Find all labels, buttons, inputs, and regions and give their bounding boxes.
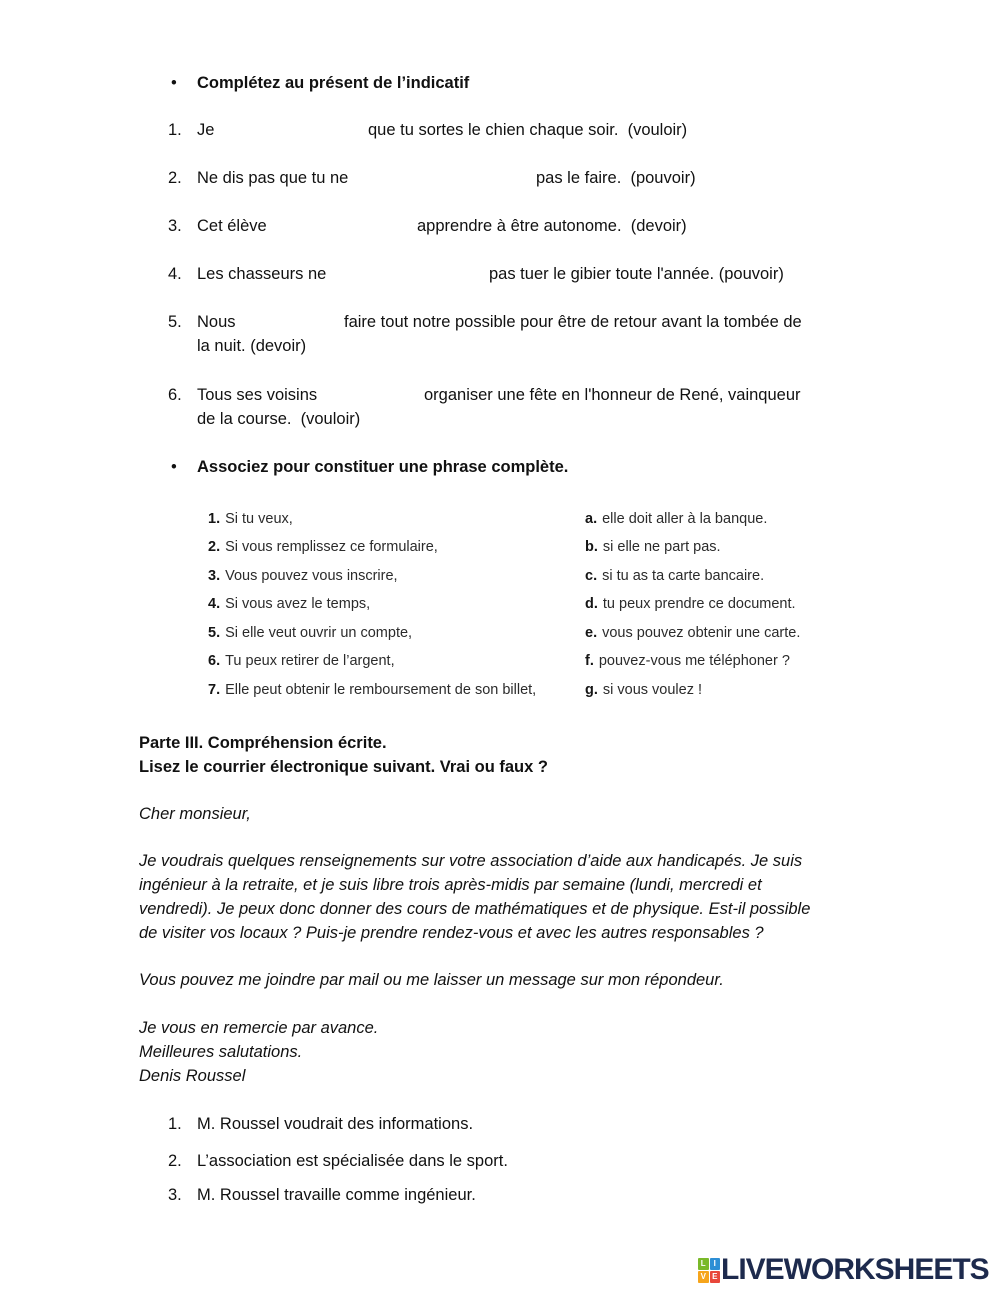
matching-right-item [585, 623, 800, 643]
matching-heading-row [0, 457, 1000, 477]
email-body-text: ingénieur à la retraite, et je suis libre trois après-midis par semaine (lundi, mercredi et [139, 876, 762, 894]
conjugation-item-6 [0, 385, 1000, 429]
matching-left-text: Vous pouvez vous inscrire, [225, 568, 398, 584]
item-number: 1. [168, 121, 182, 139]
answer-blank-3[interactable] [276, 216, 411, 236]
matching-row-2 [0, 537, 1000, 557]
email-contact: Vous pouvez me joindre par mail ou me laisser un message sur mon répondeur. [139, 971, 724, 989]
answer-blank-2[interactable] [364, 168, 530, 188]
email-closing: Je vous en remercie par avance. [139, 1019, 379, 1037]
matching-left-label: 4. [208, 596, 221, 612]
sentence-end: pas tuer le gibier toute l'année. (pouvoir) [489, 265, 784, 283]
matching-left-item [208, 680, 536, 700]
statement-number: 2. [168, 1152, 182, 1170]
matching-left-label: 2. [208, 539, 221, 555]
sentence-end-continued: de la course. (vouloir) [197, 410, 361, 428]
statement-text: M. Roussel travaille comme ingénieur. [197, 1186, 476, 1204]
email-body-text: vendredi). Je peux donc donner des cours de mathématiques et de physique. Est-il possible [139, 900, 811, 918]
matching-heading: Associez pour constituer une phrase complète. [197, 458, 569, 476]
matching-left-text: Si vous remplissez ce formulaire, [225, 539, 438, 555]
matching-left-text: Tu peux retirer de l’argent, [225, 653, 395, 669]
logo-tile: V [698, 1271, 709, 1283]
matching-right-text: si tu as ta carte bancaire. [602, 568, 765, 584]
statement-2 [0, 1151, 1000, 1171]
matching-left-text: Si tu veux, [225, 511, 293, 527]
statement-number: 3. [168, 1186, 182, 1204]
bullet-icon: • [171, 458, 177, 476]
email-greeting: Cher monsieur, [139, 805, 251, 823]
email-body-line-3 [0, 899, 1000, 919]
sentence-end: organiser une fête en l'honneur de René, vainqueur [424, 386, 801, 404]
statement-3 [0, 1185, 1000, 1205]
item-number: 2. [168, 169, 182, 187]
sentence-start: Je [197, 121, 215, 139]
matching-left-item [208, 537, 438, 557]
part3-title: Parte III. Compréhension écrite. [139, 734, 387, 752]
matching-left-item [208, 594, 370, 614]
matching-right-label: g. [585, 682, 598, 698]
email-body-line-1 [0, 851, 1000, 871]
sentence-start: Tous ses voisins [197, 386, 318, 404]
matching-right-item [585, 594, 796, 614]
email-greeting-row [0, 804, 1000, 824]
answer-blank-4[interactable] [335, 264, 483, 284]
matching-right-item [585, 651, 790, 671]
conjugation-item-4 [0, 264, 1000, 284]
matching-right-label: d. [585, 596, 598, 612]
sentence-end: pas le faire. (pouvoir) [536, 169, 696, 187]
part3-title-row [0, 733, 1000, 753]
item-number: 4. [168, 265, 182, 283]
matching-right-label: e. [585, 625, 598, 641]
conjugation-item-3 [0, 216, 1000, 236]
sentence-start: Nous [197, 313, 236, 331]
matching-left-text: Elle peut obtenir le remboursement de son billet, [225, 682, 537, 698]
statement-number: 1. [168, 1115, 182, 1133]
part3-instruction-row [0, 757, 1000, 777]
matching-right-item [585, 509, 767, 529]
logo-tile: E [710, 1271, 721, 1283]
matching-left-item [208, 509, 293, 529]
item-number: 3. [168, 217, 182, 235]
matching-right-label: f. [585, 653, 594, 669]
conjugation-item-1 [0, 120, 1000, 140]
item-number: 6. [168, 386, 182, 404]
email-body-line-4 [0, 923, 1000, 943]
answer-blank-6[interactable] [329, 385, 418, 405]
answer-blank-5[interactable] [244, 312, 338, 332]
matching-right-text: elle doit aller à la banque. [602, 511, 768, 527]
conjugation-item-2 [0, 168, 1000, 188]
email-signature: Denis Roussel [139, 1067, 246, 1085]
matching-right-text: pouvez-vous me téléphoner ? [598, 653, 790, 669]
conjugation-item-5 [0, 312, 1000, 356]
email-contact-row [0, 970, 1000, 990]
liveworksheets-logo-icon [698, 1258, 720, 1283]
matching-left-label: 6. [208, 653, 221, 669]
logo-tile: I [710, 1258, 721, 1270]
answer-blank-1[interactable] [222, 120, 362, 140]
matching-right-text: si vous voulez ! [602, 682, 703, 698]
sentence-end: faire tout notre possible pour être de retour avant la tombée de [344, 313, 802, 331]
logo-tile: L [698, 1258, 709, 1270]
email-closing: Meilleures salutations. [139, 1043, 303, 1061]
matching-right-label: c. [585, 568, 598, 584]
email-body-text: de visiter vos locaux ? Puis-je prendre rendez-vous et avec les autres responsables ? [139, 924, 764, 942]
email-closing-row-1 [0, 1018, 1000, 1038]
matching-left-label: 3. [208, 568, 221, 584]
matching-left-text: Si elle veut ouvrir un compte, [225, 625, 413, 641]
matching-row-3 [0, 566, 1000, 586]
matching-left-item [208, 651, 395, 671]
matching-left-label: 7. [208, 682, 221, 698]
email-body-line-2 [0, 875, 1000, 895]
item-number: 5. [168, 313, 182, 331]
sentence-start: Ne dis pas que tu ne [197, 169, 349, 187]
matching-right-text: vous pouvez obtenir une carte. [602, 625, 801, 641]
conjugation-heading: Complétez au présent de l’indicatif [197, 74, 470, 92]
matching-right-item [585, 566, 764, 586]
email-signature-row [0, 1066, 1000, 1086]
sentence-end: apprendre à être autonome. (devoir) [417, 217, 687, 235]
matching-left-item [208, 566, 398, 586]
email-body-text: Je voudrais quelques renseignements sur votre association d’aide aux handicapés. Je suis [139, 852, 803, 870]
statement-1 [0, 1114, 1000, 1134]
email-closing-row-2 [0, 1042, 1000, 1062]
sentence-end-continued: la nuit. (devoir) [197, 337, 307, 355]
matching-right-text: si elle ne part pas. [602, 539, 721, 555]
matching-left-label: 1. [208, 511, 221, 527]
bullet-icon: • [171, 74, 177, 92]
matching-right-label: b. [585, 539, 598, 555]
matching-left-label: 5. [208, 625, 221, 641]
matching-right-label: a. [585, 511, 598, 527]
matching-right-item [585, 537, 721, 557]
matching-row-1 [0, 509, 1000, 529]
sentence-start: Cet élève [197, 217, 267, 235]
matching-row-6 [0, 651, 1000, 671]
liveworksheets-logo-text: LIVEWORKSHEETS [721, 1253, 989, 1286]
conjugation-heading-row [0, 73, 1000, 93]
matching-left-item [208, 623, 412, 643]
matching-row-7 [0, 680, 1000, 700]
part3-instruction: Lisez le courrier électronique suivant. Vrai ou faux ? [139, 758, 548, 776]
sentence-end: que tu sortes le chien chaque soir. (vouloir) [368, 121, 688, 139]
statement-text: L’association est spécialisée dans le sport. [197, 1152, 508, 1170]
matching-right-text: tu peux prendre ce document. [602, 596, 796, 612]
matching-row-4 [0, 594, 1000, 614]
matching-right-item [585, 680, 702, 700]
statement-text: M. Roussel voudrait des informations. [197, 1115, 474, 1133]
sentence-start: Les chasseurs ne [197, 265, 327, 283]
matching-left-text: Si vous avez le temps, [225, 596, 371, 612]
matching-row-5 [0, 623, 1000, 643]
